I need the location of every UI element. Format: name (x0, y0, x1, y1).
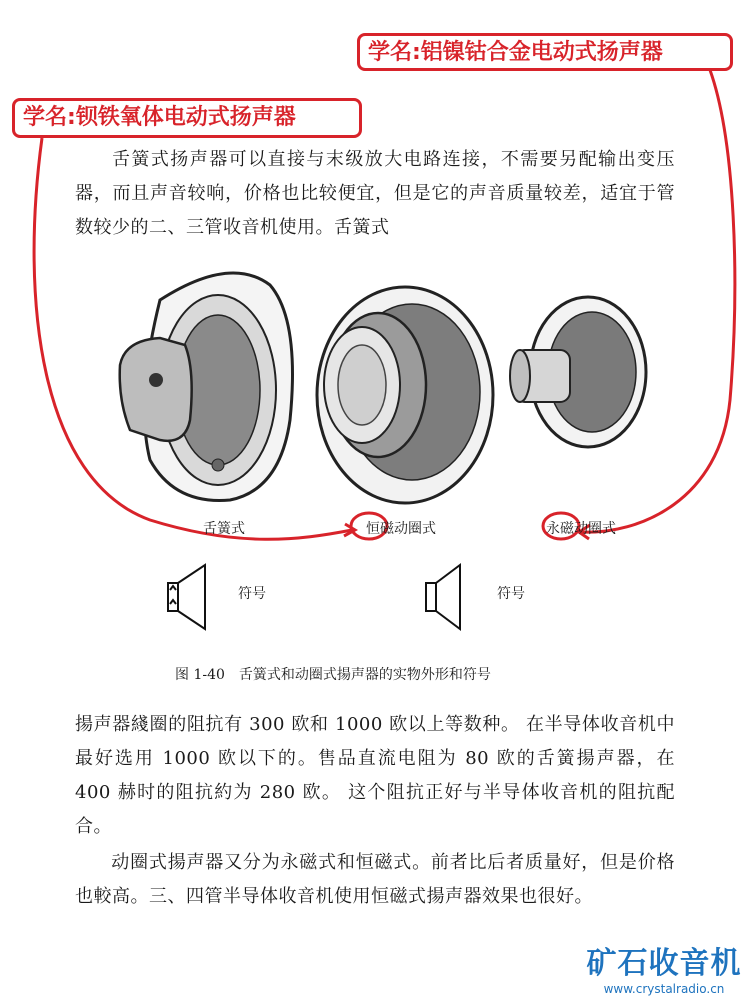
paragraph-bottom-2 (75, 846, 675, 914)
speaker-label-permanent-magnet: 永磁动圈式 (546, 521, 616, 537)
paragraph-bottom-2-text: 动圈式揚声器又分为永磁式和恒磁式。前者比后者质量好，但是价格也較高。三、四管半导体收音机使用恒磁式揚声器效果也很好。 (75, 852, 675, 907)
speaker-symbol-2 (426, 565, 460, 629)
speaker-label-constant-magnet: 恒磁动圈式 (366, 521, 436, 537)
speaker-symbol-1 (168, 565, 205, 629)
symbol-label-1: 符号 (238, 586, 266, 602)
watermark-url: www.crystalradio.cn (603, 982, 725, 996)
annotation-label-right: 学名:铝镍钴合金电动式扬声器 (357, 33, 733, 71)
watermark-title: 矿石收音机 (586, 946, 742, 981)
annotation-label-left: 学名:钡铁氧体电动式扬声器 (12, 98, 362, 138)
speaker-constant-magnet-drawing (317, 287, 493, 503)
paragraph-top-text: 舌簧式扬声器可以直接与末级放大电路连接，不需要另配输出变压器，而且声音较响，价格也比较便宜，但是它的声音质量较差，适宜于管数较少的二、三管收音机使用。舌簧式 (75, 149, 675, 238)
watermark (578, 938, 750, 996)
paragraph-bottom-1: 揚声器綫圈的阻抗有 300 欧和 1000 欧以上等数种。 在半导体收音机中最好选用 1000 欧以下的。售品直流电阻为 80 欧的舌簧揚声器，在 400 赫时的阻抗約为 280 欧。 这个阻抗正好与半导体收音机的阻抗配合。 (75, 714, 675, 837)
symbol-label-2: 符号 (497, 586, 525, 602)
speaker-permanent-magnet-drawing (510, 297, 646, 447)
speaker-reed-drawing (120, 273, 293, 501)
figure-caption: 图 1-40 舌簧式和动圈式揚声器的实物外形和符号 (175, 667, 491, 683)
speaker-label-reed: 舌簧式 (203, 521, 245, 537)
